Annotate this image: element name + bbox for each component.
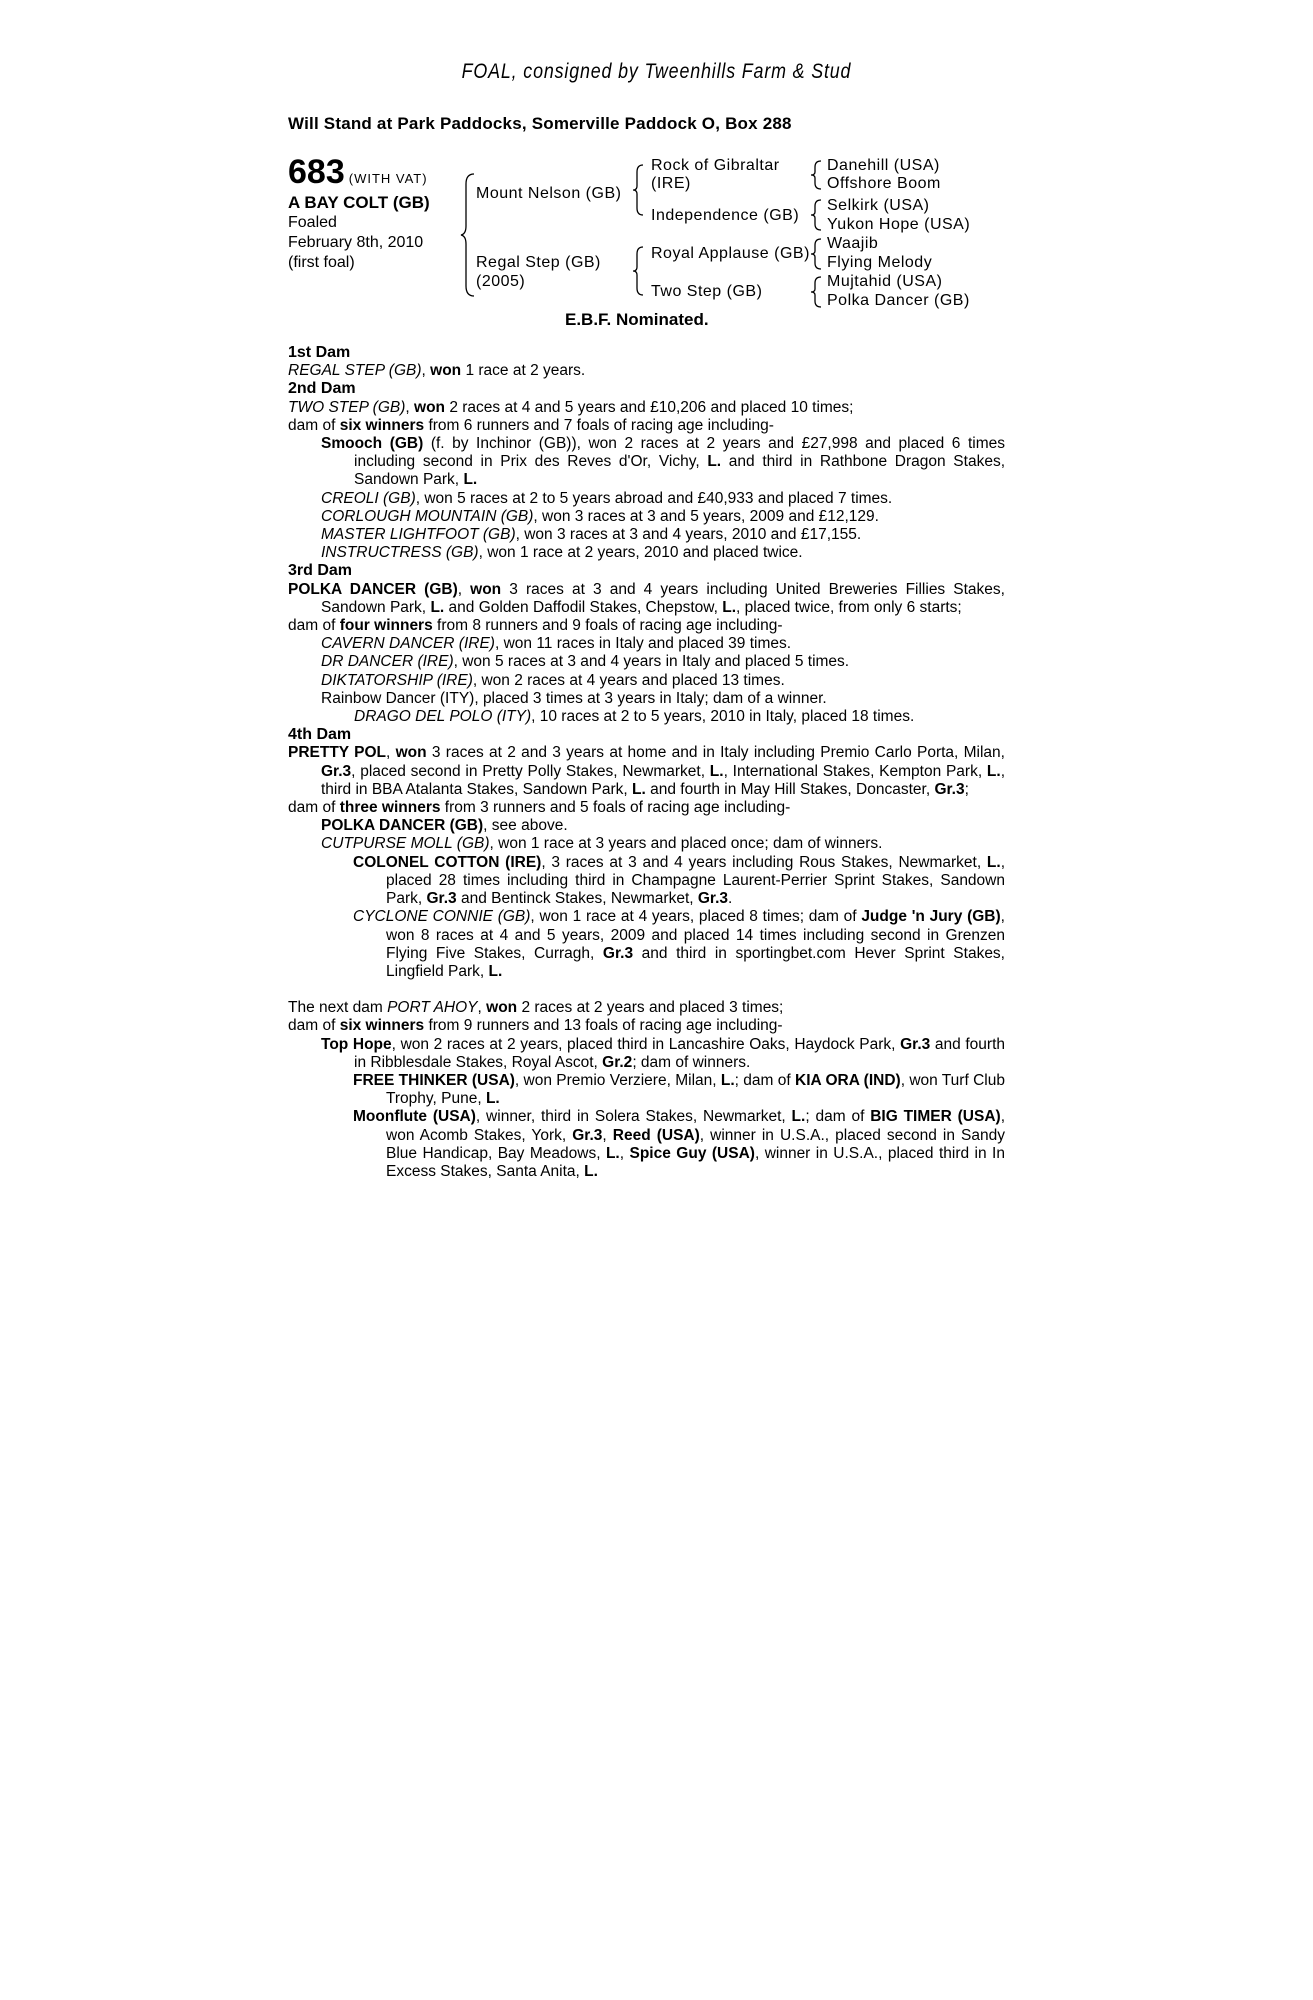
pedigree-brace-sire [632,162,646,218]
foal-note: (first foal) [288,254,355,271]
third-dam-produce: dam of four winners from 8 runners and 9 foals of racing age including- [288,617,783,635]
pedigree-sdd: Yukon Hope (USA) [827,216,971,233]
pedigree-dds: Mujtahid (USA) [827,273,943,290]
consignor-heading: FOAL, consigned by Tweenhills Farm & Stud [461,60,852,83]
pedigree-dss: Waajib [827,235,879,252]
fourth-dam-produce: dam of three winners from 3 runners and 5 foals of racing age including- [288,799,791,817]
lot-name: A BAY COLT (GB) [288,193,430,212]
pedigree-brace-sd [810,197,824,233]
catalogue-body [288,344,1005,1181]
produce-moonflute: Moonflute (USA), winner, third in Solera Stakes, Newmarket, L.; dam of BIG TIMER (USA), won Acomb Stakes, York, Gr.3, Reed (USA), winner in U.S.A., placed second in Sandy Blue Handicap, Bay Meadows, L., Spice Guy (USA), winner in U.S.A., placed third in In Excess Stakes, Santa Anita, L. [353,1108,1005,1180]
produce-rainbow: Rainbow Dancer (ITY), placed 3 times at 3 years in Italy; dam of a winner. [321,689,827,707]
produce-corlough: CORLOUGH MOUNTAIN (GB), won 3 races at 3 and 5 years, 2009 and £12,129. [321,507,879,525]
pedigree-dam-dam: Two Step (GB) [651,283,763,300]
second-dam-heading: 2nd Dam [288,380,356,398]
produce-creoli: CREOLI (GB), won 5 races at 2 to 5 years abroad and £40,933 and placed 7 times. [321,489,893,507]
second-dam-text: TWO STEP (GB), won 2 races at 4 and 5 years and £10,206 and placed 10 times; [288,398,854,416]
first-dam-text: REGAL STEP (GB), won 1 race at 2 years. [288,362,586,380]
pedigree-sire: Mount Nelson (GB) [476,185,622,202]
ebf-nominated: E.B.F. Nominated. [565,310,709,329]
fourth-dam-heading: 4th Dam [288,726,352,744]
foaled-label: Foaled [288,214,337,231]
produce-colonel: COLONEL COTTON (IRE), 3 races at 3 and 4 years including Rous Stakes, Newmarket, L., placed 28 times including third in Champagne Laurent-Perrier Sprint Stakes, Sandown Park, Gr.3 and Bentinck Stakes, Newmarket, Gr.3. [353,853,1005,908]
lot-number: 683 [288,153,345,191]
lot-info [288,155,468,273]
produce-dr-dancer: DR DANCER (IRE), won 5 races at 3 and 4 years in Italy and placed 5 times. [321,653,850,671]
produce-cutpurse: CUTPURSE MOLL (GB), won 1 race at 3 years and placed once; dam of winners. [321,835,883,853]
stand-location: Will Stand at Park Paddocks, Somerville Paddock O, Box 288 [288,114,792,133]
pedigree-ssd: Offshore Boom [827,175,941,192]
produce-smooch: Smooch (GB) (f. by Inchinor (GB)), won 2 races at 2 years and £27,998 and placed 6 times including second in Prix des Reves d'Or, Vichy, L. and third in Rathbone Dragon Stakes, Sandown Park, L. [321,435,1005,489]
next-dam-text: The next dam PORT AHOY, won 2 races at 2 years and placed 3 times; [288,999,784,1017]
third-dam-text: POLKA DANCER (GB), won 3 races at 3 and 4 years including United Breweries Fillies Stakes, Sandown Park, L. and Golden Daffodil Stakes, Chepstow, L., placed twice, from only 6 starts; [288,580,1005,616]
pedigree-brace-ss [810,158,824,192]
produce-diktatorship: DIKTATORSHIP (IRE), won 2 races at 4 years and placed 13 times. [321,671,785,689]
pedigree-dam-sire: Royal Applause (GB) [651,245,810,262]
second-dam-produce: dam of six winners from 6 runners and 7 foals of racing age including- [288,416,774,434]
produce-master: MASTER LIGHTFOOT (GB), won 3 races at 3 and 4 years, 2010 and £17,155. [321,526,862,544]
pedigree-ddd: Polka Dancer (GB) [827,292,970,309]
pedigree-sss: Danehill (USA) [827,157,940,174]
foaled-date: February 8th, 2010 [288,234,424,251]
pedigree-brace-ds [810,236,824,272]
produce-cyclone: CYCLONE CONNIE (GB), won 1 race at 4 years, placed 8 times; dam of Judge 'n Jury (GB), won 8 races at 4 and 5 years, 2009 and placed 14 times including second in Grenzen Flying Five Stakes, Curragh, Gr.3 and third in sportingbet.com Hever Sprint Stakes, Lingfield Park, L. [353,908,1005,980]
pedigree-dam: Regal Step (GB) [476,254,601,271]
pedigree-brace-dd [810,274,824,310]
produce-top-hope: Top Hope, won 2 races at 2 years, placed third in Lancashire Oaks, Haydock Park, Gr.3 and fourth in Ribblesdale Stakes, Royal Ascot, Gr.2; dam of winners. [321,1035,1006,1071]
produce-cavern: CAVERN DANCER (IRE), won 11 races in Italy and placed 39 times. [321,635,792,653]
produce-polka: POLKA DANCER (GB), see above. [321,817,568,835]
produce-instructress: INSTRUCTRESS (GB), won 1 race at 2 years, 2010 and placed twice. [321,544,803,562]
pedigree-dsd: Flying Melody [827,254,933,271]
pedigree-sire-sire-country: (IRE) [651,175,691,192]
pedigree-dam-year: (2005) [476,273,526,290]
next-dam-produce: dam of six winners from 9 runners and 13 foals of racing age including- [288,1017,783,1035]
first-dam-heading: 1st Dam [288,344,351,361]
pedigree-sire-dam: Independence (GB) [651,207,800,224]
fourth-dam-text: PRETTY POL, won 3 races at 2 and 3 years at home and in Italy including Premio Carlo Porta, Milan, Gr.3, placed second in Pretty Polly Stakes, Newmarket, L., International Stakes, Kempton Park, L., third in BBA Atalanta Stakes, Sandown Park, L. and fourth in May Hill Stakes, Doncaster, Gr.3; [288,744,1006,798]
vat-note: (WITH VAT) [348,171,428,186]
pedigree-brace-dam [632,244,646,298]
produce-free-thinker: FREE THINKER (USA), won Premio Verziere, Milan, L.; dam of KIA ORA (IND), won Turf Club Trophy, Pune, L. [353,1071,1005,1108]
pedigree-sire-sire: Rock of Gibraltar [651,157,780,174]
third-dam-heading: 3rd Dam [288,562,353,580]
pedigree-sds: Selkirk (USA) [827,197,930,214]
produce-drago: DRAGO DEL POLO (ITY), 10 races at 2 to 5 years, 2010 in Italy, placed 18 times. [354,708,915,726]
